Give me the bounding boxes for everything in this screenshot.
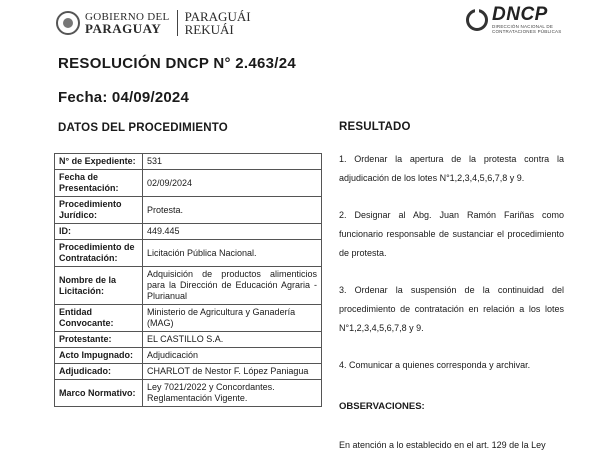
table-row [55, 267, 322, 305]
row-label: Marco Normativo: [55, 380, 143, 407]
table-row [55, 380, 322, 407]
resolution-date: Fecha: 04/09/2024 [58, 89, 189, 106]
dncp-sub2: CONTRATACIONES PÚBLICAS [492, 29, 562, 34]
row-value: 449.445 [143, 224, 322, 240]
dncp-mark-icon [466, 9, 488, 31]
dncp-logo [466, 6, 561, 34]
gov-right2: REKUÁI [184, 22, 234, 37]
table-row [55, 224, 322, 240]
result-list [339, 150, 564, 393]
government-name-guarani [185, 10, 251, 36]
row-label: Protestante: [55, 332, 143, 348]
row-label: Adjudicado: [55, 364, 143, 380]
row-value: Ministerio de Agricultura y Ganadería (MAG) [143, 305, 322, 332]
row-value: 531 [143, 154, 322, 170]
row-value: CHARLOT de Nestor F. López Paniagua [143, 364, 322, 380]
result-section-title: RESULTADO [339, 121, 411, 133]
table-row [55, 154, 322, 170]
gov-line2: PARAGUAY [85, 21, 162, 36]
government-name [85, 11, 170, 35]
table-row [55, 364, 322, 380]
result-item: 1. Ordenar la apertura de la protesta contra la adjudicación de los lotes N°1,2,3,4,5,6,7,8 y 9. [339, 154, 564, 183]
row-label: Acto Impugnado: [55, 348, 143, 364]
row-label: Entidad Convocante: [55, 305, 143, 332]
result-item: 3. Ordenar la suspensión de la continuidad del procedimiento de contratación en relación a los lotes N°1,2,3,4,5,6,7,8 y 9. [339, 285, 564, 333]
table-row [55, 305, 322, 332]
row-value: Adjudicación [143, 348, 322, 364]
national-seal-icon [56, 11, 80, 35]
row-value: Adquisición de productos alimenticios para la Dirección de Educación Agraria - Plurianual [143, 267, 322, 305]
row-value: Protesta. [143, 197, 322, 224]
row-value: EL CASTILLO S.A. [143, 332, 322, 348]
observations-title: OBSERVACIONES: [339, 401, 425, 412]
result-item: 2. Designar al Abg. Juan Ramón Fariñas como funcionario responsable de sustanciar el procedimiento de protesta. [339, 210, 564, 258]
procedure-section-title: DATOS DEL PROCEDIMIENTO [58, 122, 228, 134]
dncp-sub1: DIRECCIÓN NACIONAL DE [492, 24, 554, 29]
row-label: Procedimiento Jurídico: [55, 197, 143, 224]
table-row [55, 170, 322, 197]
table-row [55, 348, 322, 364]
row-value: Ley 7021/2022 y Concordantes. Reglamentación Vigente. [143, 380, 322, 407]
row-label: Fecha de Presentación: [55, 170, 143, 197]
dncp-name: DNCP [492, 4, 548, 25]
table-row [55, 197, 322, 224]
gov-line1: GOBIERNO DEL [85, 11, 170, 23]
row-label: ID: [55, 224, 143, 240]
resolution-title: RESOLUCIÓN DNCP N° 2.463/24 [58, 55, 297, 72]
gov-right1: PARAGUÁI [184, 9, 251, 24]
row-label: Procedimiento de Contratación: [55, 240, 143, 267]
logo-divider [177, 10, 178, 36]
result-item: 4. Comunicar a quienes corresponda y archivar. [339, 360, 531, 370]
row-value: 02/09/2024 [143, 170, 322, 197]
letterhead [0, 0, 600, 44]
row-label: Nombre de la Licitación: [55, 267, 143, 305]
table-row [55, 240, 322, 267]
government-logo [56, 10, 251, 36]
procedure-table [54, 153, 322, 407]
row-label: N° de Expediente: [55, 154, 143, 170]
observations-text: En atención a lo establecido en el art. 129 de la Ley [339, 440, 546, 450]
row-value: Licitación Pública Nacional. [143, 240, 322, 267]
table-row [55, 332, 322, 348]
